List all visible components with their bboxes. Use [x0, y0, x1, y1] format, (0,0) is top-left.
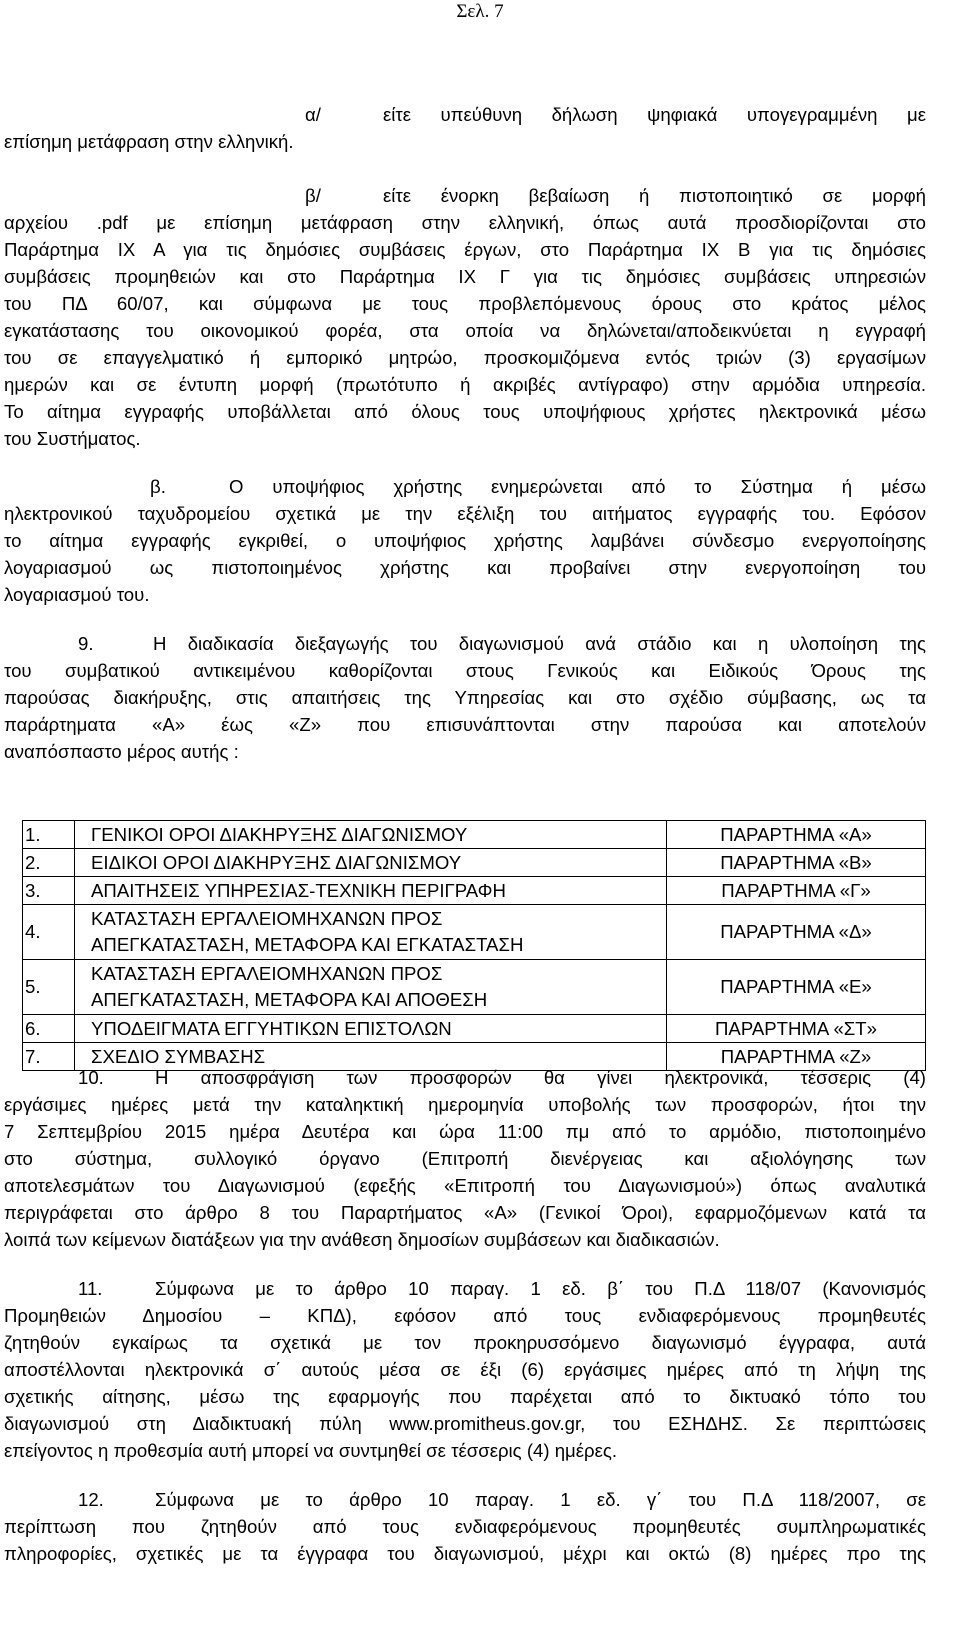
para-beta-line1: Ο υποψήφιος χρήστης ενημερώνεται από το Σύστημα ή μέσω: [229, 476, 926, 497]
para-10-marker: 10.: [78, 1067, 104, 1088]
para-11-last-line: επείγοντος η προθεσμία αυτή μπορεί να συντμηθεί σε τέσσερις (4) ημέρες.: [4, 1440, 618, 1461]
annex-label: ΠΑΡΑΡΤΗΜΑ «Γ»: [667, 877, 926, 905]
para-beta-text-line: το αίτημα εγγραφής εγκριθεί, ο υποψήφιος χρήστης λαμβάνει σύνδεσμο ενεργοποίησης: [4, 530, 926, 551]
para-9-text-line: του συμβατικού αντικειμένου καθορίζονται στους Γενικούς και Ειδικούς Όρους της: [4, 660, 926, 681]
annex-label: ΠΑΡΑΡΤΗΜΑ «ΣΤ»: [667, 1015, 926, 1043]
para-11-marker: 11.: [78, 1278, 103, 1299]
table-row: [23, 905, 926, 960]
para-10-text-line: στο σύστημα, συλλογικό όργανο (Επιτροπή διενέργειας και αξιολόγησης των: [4, 1148, 926, 1169]
annex-title: ΕΙΔΙΚΟΙ ΟΡΟΙ ΔΙΑΚΗΡΥΞΗΣ ΔΙΑΓΩΝΙΣΜΟΥ: [75, 849, 667, 877]
para-b-text-line: Παράρτημα ΙΧ Α για τις δημόσιες συμβάσεις έργων, στο Παράρτημα ΙΧ Β για τις δημόσιες: [4, 239, 926, 260]
para-b-text-line: συμβάσεις προμηθειών και στο Παράρτημα ΙΧ Γ για τις δημόσιες συμβάσεις υπηρεσιών: [4, 266, 926, 287]
page-number: Σελ. 7: [456, 1, 504, 22]
para-12-line1: Σύμφωνα με το άρθρο 10 παραγ. 1 εδ. γ΄ του Π.Δ 118/2007, σε: [155, 1489, 926, 1510]
para-b-line1: είτε ένορκη βεβαίωση ή πιστοποιητικό σε μορφή: [383, 185, 926, 206]
para-b-text-line: του σε επαγγελματικό ή εμπορικό μητρώο, προσκομιζόμενα εντός τριών (3) εργασίμων: [4, 347, 926, 368]
para-beta-last-line: λογαριασμού του.: [4, 584, 150, 605]
para-b-text-line: Το αίτημα εγγραφής υποβάλλεται από όλους τους υποψήφιους χρήστες ηλεκτρονικά μέσω: [4, 401, 926, 422]
para-9-line1: Η διαδικασία διεξαγωγής του διαγωνισμού ανά στάδιο και η υλοποίηση της: [153, 633, 926, 654]
annex-title-line: ΑΠΕΓΚΑΤΑΣΤΑΣΗ, ΜΕΤΑΦΟΡΑ ΚΑΙ ΕΓΚΑΤΑΣΤΑΣΗ: [91, 934, 524, 955]
annex-table: [22, 820, 926, 1071]
annex-title: ΑΠΑΙΤΗΣΕΙΣ ΥΠΗΡΕΣΙΑΣ-ΤΕΧΝΙΚΗ ΠΕΡΙΓΡΑΦΗ: [75, 877, 667, 905]
para-11-text-line: ζητηθούν εγκαίρως τα σχετικά με τον προκηρυσσόμενο διαγωνισμό έγγραφα, αυτά: [4, 1332, 926, 1353]
annex-title: ΓΕΝΙΚΟΙ ΟΡΟΙ ΔΙΑΚΗΡΥΞΗΣ ΔΙΑΓΩΝΙΣΜΟΥ: [75, 821, 667, 849]
para-10-text-line: αποτελεσμάτων του Διαγωνισμού (εφεξής «Επιτροπή του Διαγωνισμού») όπως αναλυτικά: [4, 1175, 926, 1196]
annex-number: 5.: [23, 960, 75, 1015]
para-a-line1: είτε υπεύθυνη δήλωση ψηφιακά υπογεγραμμένη με: [383, 104, 926, 125]
para-11-text-line: Προμηθειών Δημοσίου – ΚΠΔ), εφόσον από τους ενδιαφερόμενους προμηθευτές: [4, 1305, 926, 1326]
annex-title-line: ΚΑΤΑΣΤΑΣΗ ΕΡΓΑΛΕΙΟΜΗΧΑΝΩΝ ΠΡΟΣ: [91, 963, 443, 984]
para-9-text-line: παράρτηματα «Α» έως «Ζ» που επισυνάπτονται στην παρούσα και αποτελούν: [4, 714, 926, 735]
para-10-text-line: περιγράφεται στο άρθρο 8 του Παραρτήματος «Α» (Γενικοί Όροι), εφαρμοζόμενων κατά τα: [4, 1202, 926, 1223]
para-9-marker: 9.: [78, 633, 94, 654]
para-9-last-line: αναπόσπαστο μέρος αυτής :: [4, 741, 239, 762]
annex-title-line: ΑΠΕΓΚΑΤΑΣΤΑΣΗ, ΜΕΤΑΦΟΡΑ ΚΑΙ ΑΠΟΘΕΣΗ: [91, 989, 488, 1010]
para-11-text-line: διαγωνισμού στη Διαδικτυακή πύλη www.promitheus.gov.gr, του ΕΣΗΔΗΣ. Σε περιπτώσεις: [4, 1413, 926, 1434]
annex-title: [75, 905, 667, 960]
annex-number: 6.: [23, 1015, 75, 1043]
para-b-last-line: του Συστήματος.: [4, 428, 141, 449]
para-beta-text-line: ηλεκτρονικού ταχυδρομείου σχετικά με την εξέλιξη του αιτήματος εγγραφής του. Εφόσον: [4, 503, 926, 524]
annex-title-line: ΚΑΤΑΣΤΑΣΗ ΕΡΓΑΛΕΙΟΜΗΧΑΝΩΝ ΠΡΟΣ: [91, 908, 443, 929]
annex-title: ΣΧΕΔΙΟ ΣΥΜΒΑΣΗΣ: [75, 1043, 667, 1071]
para-12-text-line: περίπτωση που ζητηθούν από τους ενδιαφερόμενους προμηθευτές συμπληρωματικές: [4, 1516, 926, 1537]
annex-title: [75, 960, 667, 1015]
para-11-line1: Σύμφωνα με το άρθρο 10 παραγ. 1 εδ. β΄ του Π.Δ 118/07 (Κανονισμός: [155, 1278, 926, 1299]
para-9-text-line: παρούσας διακήρυξης, στις απαιτήσεις της Υπηρεσίας και στο σχέδιο σύμβασης, ως τα: [4, 687, 926, 708]
annex-number: 4.: [23, 905, 75, 960]
para-b-marker: β/: [305, 185, 321, 206]
annex-label: ΠΑΡΑΡΤΗΜΑ «Δ»: [667, 905, 926, 960]
table-row: [23, 821, 926, 849]
table-row: [23, 960, 926, 1015]
table-row: [23, 1015, 926, 1043]
annex-label: ΠΑΡΑΡΤΗΜΑ «Ε»: [667, 960, 926, 1015]
para-a-marker: α/: [305, 104, 321, 125]
para-beta-text-line: λογαριασμού ως πιστοποιημένος χρήστης και προβαίνει στην ενεργοποίηση του: [4, 557, 926, 578]
para-12-marker: 12.: [78, 1489, 104, 1510]
para-beta-marker: β.: [150, 476, 166, 497]
annex-label: ΠΑΡΑΡΤΗΜΑ «Β»: [667, 849, 926, 877]
para-10-text-line: 7 Σεπτεμβρίου 2015 ημέρα Δευτέρα και ώρα 11:00 πμ από το αρμόδιο, πιστοποιημένο: [4, 1121, 926, 1142]
para-11-text-line: σχετικής αίτησης, μέσω της εφαρμογής που παρέχεται από το δικτυακό τόπο του: [4, 1386, 926, 1407]
annex-number: 3.: [23, 877, 75, 905]
para-a-line2: επίσημη μετάφραση στην ελληνική.: [4, 131, 294, 152]
para-12-text-line: πληροφορίες, σχετικές με τα έγγραφα του διαγωνισμού, μέχρι και οκτώ (8) ημέρες προ της: [4, 1543, 926, 1564]
table-row: [23, 849, 926, 877]
para-b-text-line: αρχείου .pdf με επίσημη μετάφραση στην ελληνική, όπως αυτά προσδιορίζονται στο: [4, 212, 926, 233]
para-10-line1: Η αποσφράγιση των προσφορών θα γίνει ηλεκτρονικά, τέσσερις (4): [155, 1067, 926, 1088]
para-b-text-line: του ΠΔ 60/07, και σύμφωνα με τους προβλεπόμενους όρους στο κράτος μέλος: [4, 293, 926, 314]
para-11-text-line: αποστέλλονται ηλεκτρονικά σ΄ αυτούς μέσα σε έξι (6) εργάσιμες ημέρες από τη λήψη της: [4, 1359, 926, 1380]
para-b-text-line: εγκατάστασης του οικονομικού φορέα, στα οποία να δηλώνεται/αποδεικνύεται η εγγραφή: [4, 320, 926, 341]
annex-number: 7.: [23, 1043, 75, 1071]
annex-label: ΠΑΡΑΡΤΗΜΑ «Α»: [667, 821, 926, 849]
annex-number: 2.: [23, 849, 75, 877]
annex-title: ΥΠΟΔΕΙΓΜΑΤΑ ΕΓΓΥΗΤΙΚΩΝ ΕΠΙΣΤΟΛΩΝ: [75, 1015, 667, 1043]
para-10-text-line: εργάσιμες ημέρες μετά την καταληκτική ημερομηνία υποβολής των προσφορών, ήτοι την: [4, 1094, 926, 1115]
annex-label: ΠΑΡΑΡΤΗΜΑ «Ζ»: [667, 1043, 926, 1071]
annex-number: 1.: [23, 821, 75, 849]
para-10-last-line: λοιπά των κείμενων διατάξεων για την ανάθεση δημοσίων συμβάσεων και διαδικασιών.: [4, 1229, 720, 1250]
para-b-text-line: ημερών και σε έντυπη μορφή (πρωτότυπο ή ακριβές αντίγραφο) στην αρμόδια υπηρεσία.: [4, 374, 926, 395]
table-row: [23, 877, 926, 905]
